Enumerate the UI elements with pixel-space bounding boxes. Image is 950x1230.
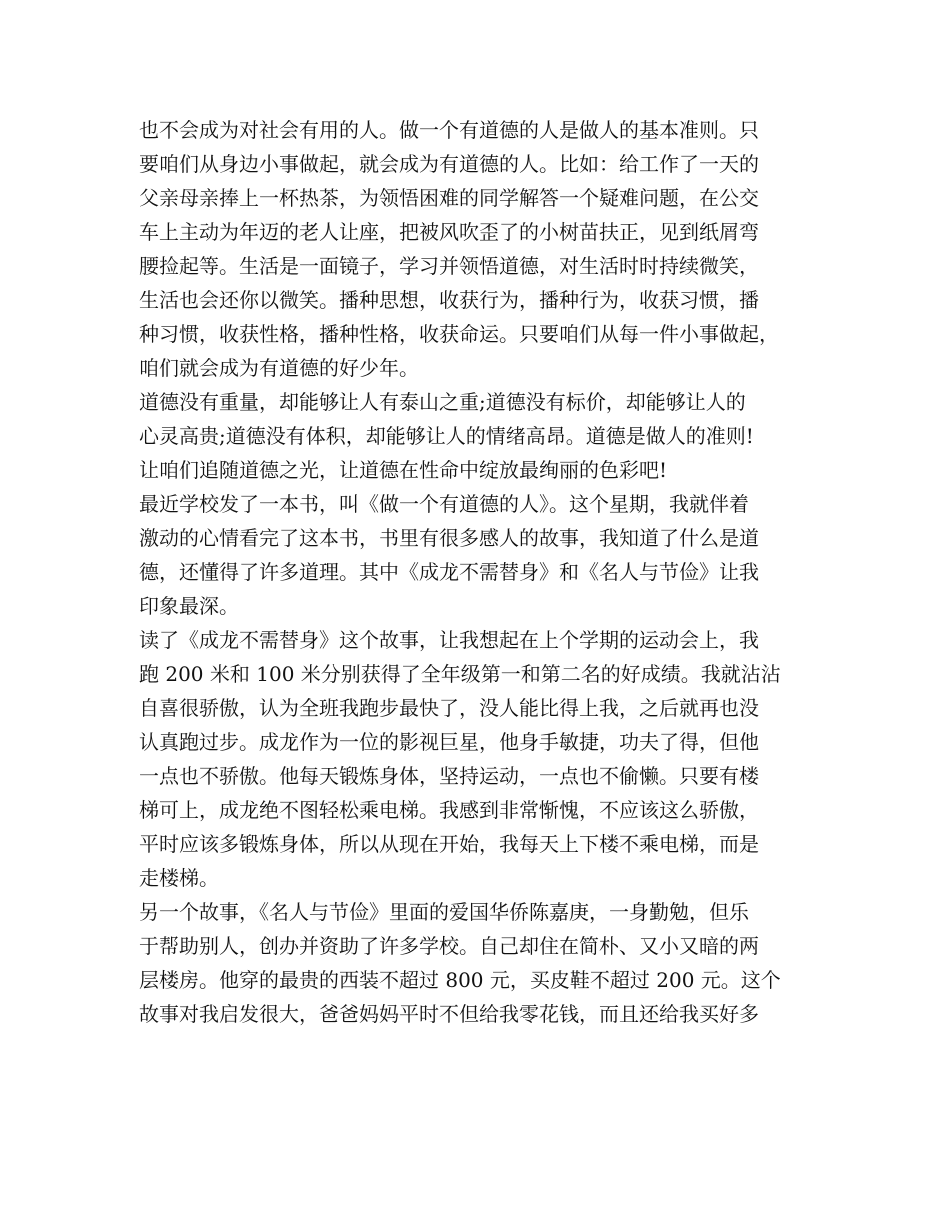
text-line: 一点也不骄傲。他每天锻炼身体，坚持运动，一点也不偷懒。只要有楼 [139,764,759,788]
text-line: 跑 200 米和 100 米分别获得了全年级第一和第二名的好成绩。我就沾沾 [139,662,781,686]
text-line: 种习惯，收获性格，播种性格，收获命运。只要咱们从每一件小事做起， [139,322,779,346]
text-line: 咱们就会成为有道德的好少年。 [139,356,419,380]
text-line: 平时应该多锻炼身体，所以从现在开始，我每天上下楼不乘电梯，而是 [139,832,759,856]
text-line: 让咱们追随道德之光，让道德在性命中绽放最绚丽的色彩吧! [139,458,668,482]
text-line: 自喜很骄傲，认为全班我跑步最快了，没人能比得上我，之后就再也没 [139,696,759,720]
document-body [139,113,819,1031]
text-line: 另一个故事，《名人与节俭》里面的爱国华侨陈嘉庚，一身勤勉，但乐 [139,900,749,924]
text-line: 印象最深。 [139,594,239,618]
text-line: 车上主动为年迈的老人让座，把被风吹歪了的小树苗扶正，见到纸屑弯 [139,220,759,244]
text-line: 激动的心情看完了这本书，书里有很多感人的故事，我知道了什么是道 [139,526,759,550]
text-line: 道德没有重量，却能够让人有泰山之重;道德没有标价，却能够让人的 [139,390,746,414]
text-line: 父亲母亲捧上一杯热茶，为领悟困难的同学解答一个疑难问题，在公交 [139,186,759,210]
text-line: 层楼房。他穿的最贵的西装不超过 800 元，买皮鞋不超过 200 元。这个 [139,968,781,992]
text-line: 故事对我启发很大，爸爸妈妈平时不但给我零花钱，而且还给我买好多 [139,1002,759,1026]
text-line: 走楼梯。 [139,866,219,890]
text-line: 读了《成龙不需替身》这个故事，让我想起在上个学期的运动会上，我 [139,628,759,652]
text-line: 认真跑过步。成龙作为一位的影视巨星，他身手敏捷，功夫了得，但他 [139,730,759,754]
text-line: 也不会成为对社会有用的人。做一个有道德的人是做人的基本准则。只 [139,118,759,142]
text-line: 德，还懂得了许多道理。其中《成龙不需替身》和《名人与节俭》让我 [139,560,759,584]
text-line: 腰捡起等。生活是一面镜子，学习并领悟道德，对生活时时持续微笑， [139,254,759,278]
text-line: 于帮助别人，创办并资助了许多学校。自己却住在简朴、又小又暗的两 [139,934,759,958]
text-line: 要咱们从身边小事做起，就会成为有道德的人。比如：给工作了一天的 [139,152,759,176]
text-line: 生活也会还你以微笑。播种思想，收获行为，播种行为，收获习惯，播 [139,288,759,312]
text-line: 梯可上，成龙绝不图轻松乘电梯。我感到非常惭愧，不应该这么骄傲， [139,798,759,822]
text-line: 心灵高贵;道德没有体积，却能够让人的情绪高昂。道德是做人的准则! [139,424,754,448]
text-line: 最近学校发了一本书，叫《做一个有道德的人》。这个星期，我就伴着 [139,492,749,516]
